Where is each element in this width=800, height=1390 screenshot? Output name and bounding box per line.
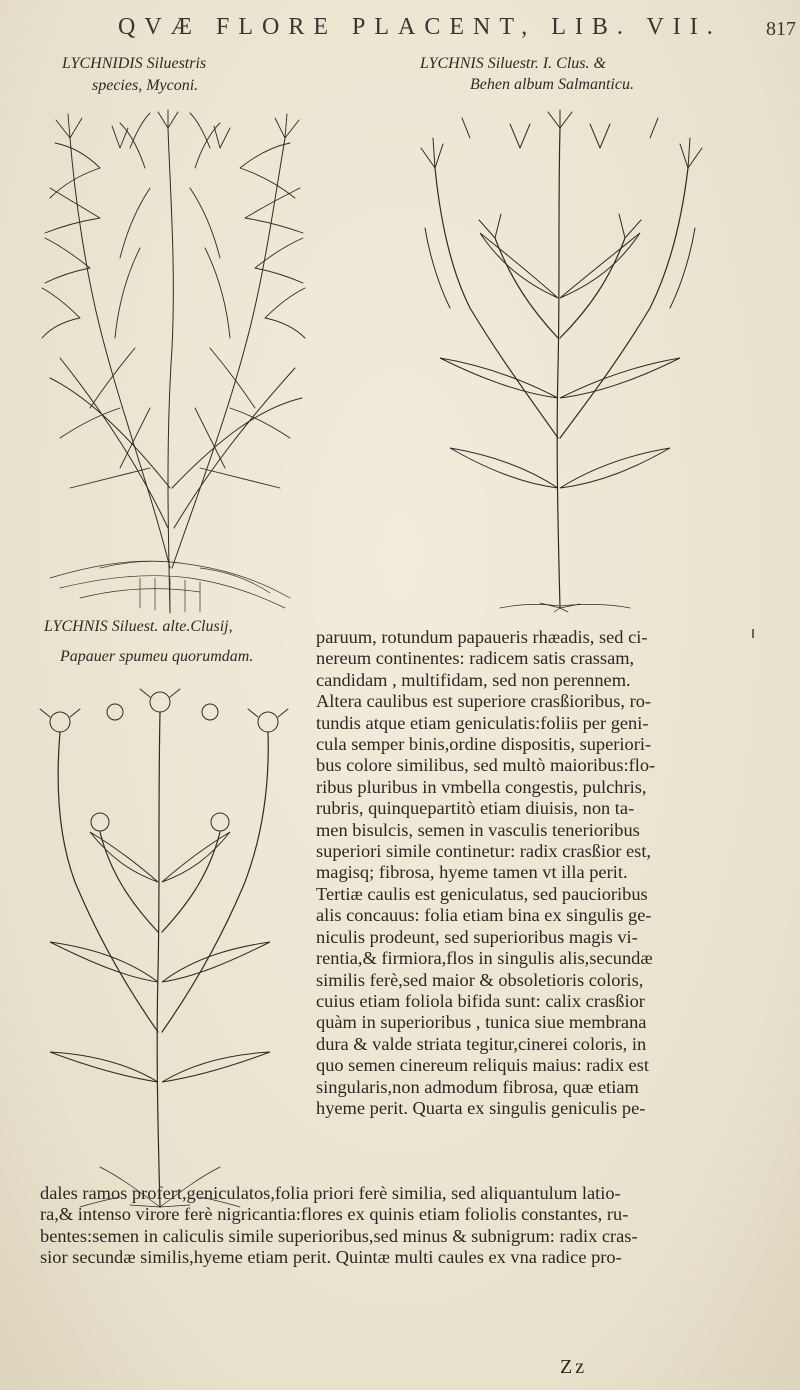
- woodcut-lychnis-siluestris-altera: [30, 672, 295, 1212]
- text-line: sior secundæ similis,hyeme etiam perit. Quintæ multi caules ex vna radice pro-: [40, 1247, 622, 1268]
- text-line: superiori simile continetur: radix crasßior est,: [316, 841, 652, 862]
- catchword-signature: Zz: [560, 1356, 588, 1378]
- text-line: dura & valde striata tegitur,cinerei coloris, in: [316, 1033, 647, 1054]
- woodcut-lychnidis-siluestris: [40, 108, 310, 618]
- page-number: 817: [766, 18, 796, 40]
- text-line: quo semen cinereum reliquis maius: radix est: [316, 1055, 649, 1076]
- text-line: quàm in superioribus , tunica siue membrana: [316, 1012, 647, 1033]
- text-line: Altera caulibus est superiore crasßioribus, ro-: [316, 691, 652, 712]
- figure-2-caption: LYCHNIS Siluestr. I. Clus. &: [420, 55, 606, 72]
- text-line: niculis prodeunt, sed superioribus magis vi-: [316, 926, 638, 947]
- running-head: QVÆ FLORE PLACENT, LIB. VII.: [118, 14, 722, 40]
- text-line: bus colore similibus, sed multò maioribus:flo-: [316, 755, 656, 776]
- body-text-full-width: [40, 1183, 740, 1269]
- text-line: cuius etiam foliola bifida sunt: calix crasßior: [316, 990, 645, 1011]
- figure-3-subcaption: Papauer spumeu quorumdam.: [60, 648, 254, 665]
- text-line: rentia,& firmiora,flos in singulis alis,secundæ: [316, 948, 653, 969]
- text-line: bentes:semen in caliculis simile superioribus,sed minus & subnigrum: radix cras-: [40, 1225, 638, 1246]
- text-line: paruum, rotundum papaueris rhæadis, sed ci-: [316, 627, 648, 647]
- text-line: Tertiæ caulis est geniculatus, sed paucioribus: [316, 883, 648, 904]
- figure-2-subcaption: Behen album Salmanticu.: [470, 76, 634, 93]
- text-line: cula semper binis,ordine dispositis, superiori-: [316, 734, 652, 755]
- margin-mark: [752, 629, 754, 638]
- text-line: rubris, quinquepartitò etiam diuisis, non ta-: [316, 798, 635, 819]
- text-line: singularis,non admodum fibrosa, quæ etiam: [316, 1076, 639, 1097]
- text-line: candidam , multifidam, sed non perennem.: [316, 669, 631, 690]
- text-line: tundis atque etiam geniculatis:foliis per geni-: [316, 712, 649, 733]
- text-line: hyeme perit. Quarta ex singulis geniculis pe-: [316, 1097, 646, 1118]
- figure-3-caption: LYCHNIS Siluest. alte.Clusij,: [44, 618, 233, 635]
- figure-1-caption: LYCHNIDIS Siluestris: [62, 55, 207, 72]
- text-line: nereum continentes: radicem satis crassam,: [316, 648, 635, 669]
- text-line: magisq; fibrosa, hyeme tamen vt illa perit.: [316, 862, 628, 883]
- woodcut-behen-album: [410, 108, 710, 613]
- text-line: ra,& intenso virore ferè nigricantia:flores ex quinis etiam foliolis constantes, ru-: [40, 1204, 629, 1225]
- text-line: dales ramos profert,geniculatos,folia priori ferè similia, sed aliquantulum latio-: [40, 1183, 621, 1203]
- figure-1-subcaption: species, Myconi.: [92, 77, 199, 94]
- text-line: similis ferè,sed maior & obsoletioris coloris,: [316, 969, 644, 990]
- body-text-right-column: [316, 627, 746, 1119]
- text-line: men bisulcis, semen in vasculis tenerioribus: [316, 819, 640, 840]
- text-line: ribus pluribus in vmbella congestis, pulchris,: [316, 776, 647, 797]
- text-line: alis concauus: folia etiam bina ex singulis ge-: [316, 905, 652, 926]
